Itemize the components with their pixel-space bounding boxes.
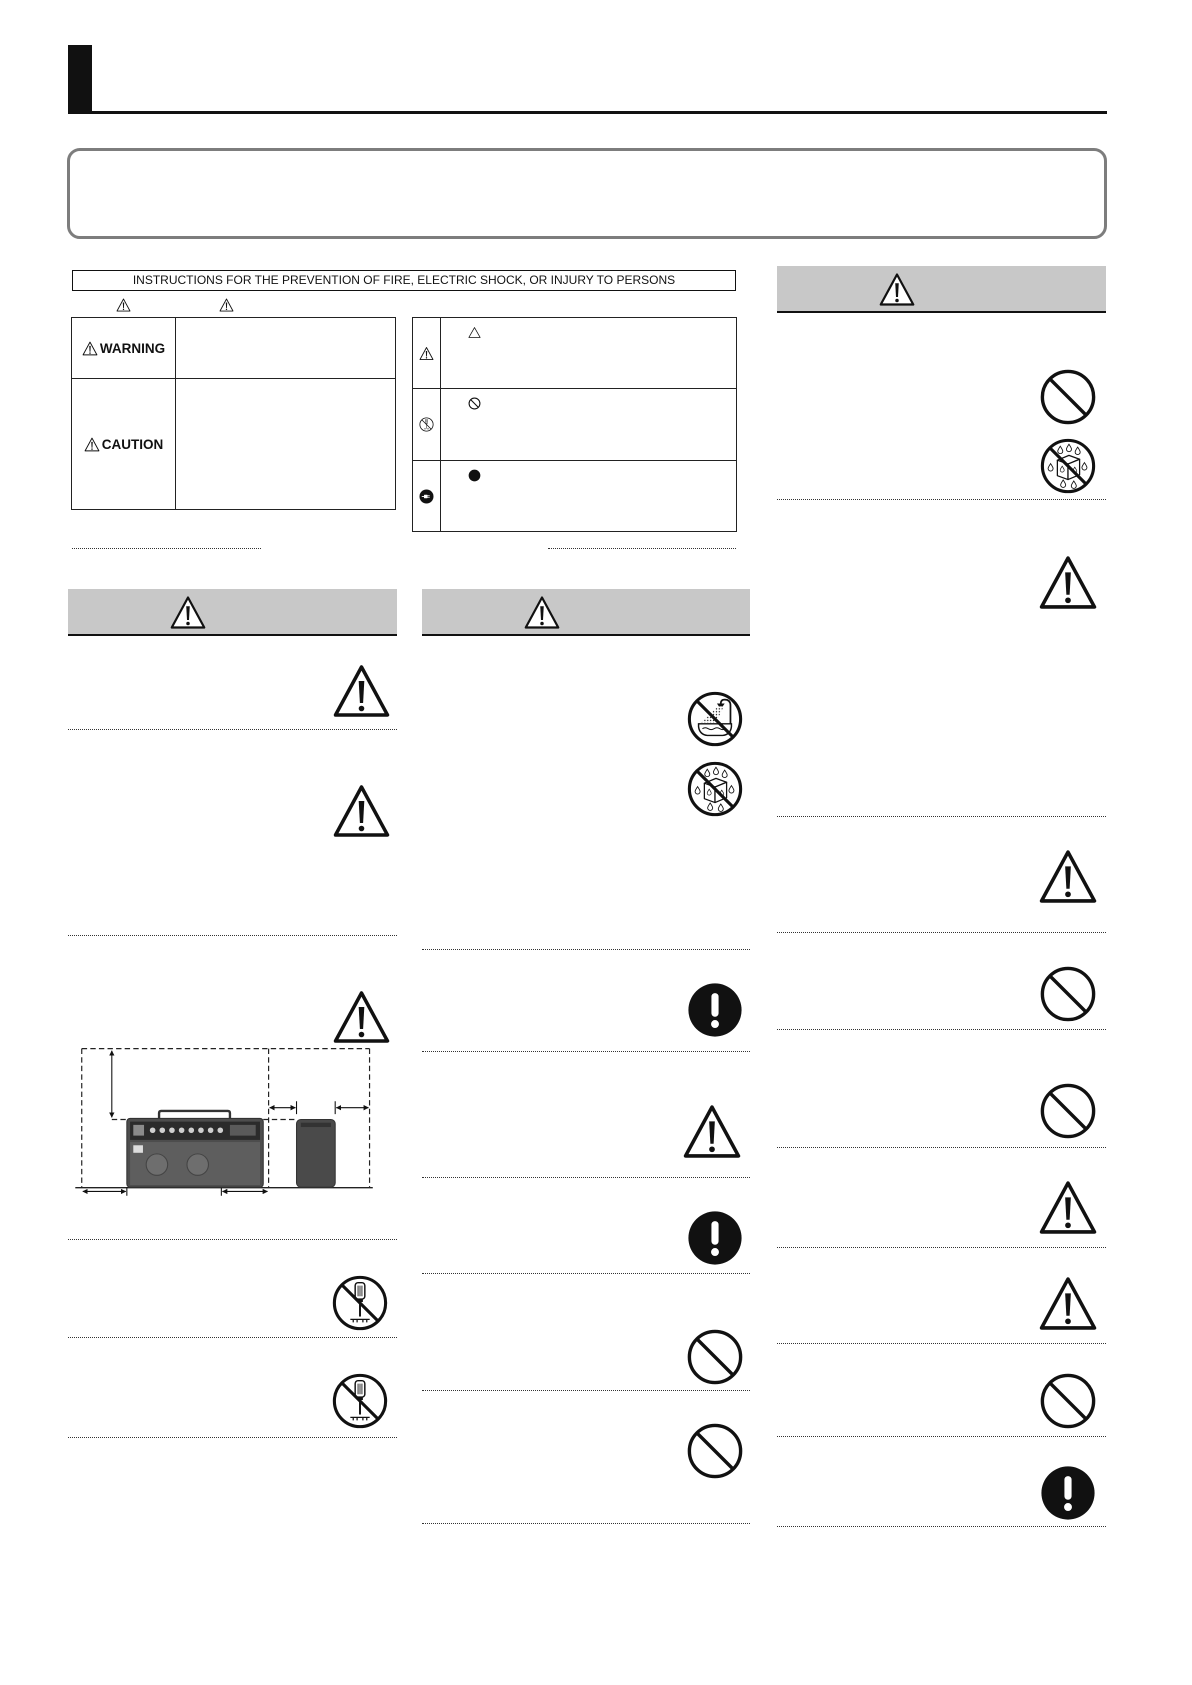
warning-icon — [331, 783, 392, 839]
caution-label — [72, 379, 176, 509]
amplifier-side-view — [297, 1120, 336, 1188]
item-divider — [777, 1343, 1106, 1344]
right-column-header — [777, 266, 1106, 313]
caution-label-text: CAUTION — [101, 436, 164, 452]
middle-column-header — [422, 589, 750, 636]
no-disassembly-icon — [419, 417, 434, 432]
symbol-row-mandatory — [413, 461, 736, 531]
warning-icon — [169, 595, 207, 630]
warning-icon — [1037, 1179, 1099, 1236]
item-divider — [422, 949, 750, 950]
symbol-example-cell — [413, 318, 441, 388]
item-divider — [777, 1147, 1106, 1148]
prohibition-outline-icon — [468, 397, 481, 410]
severity-row-caution — [72, 379, 395, 509]
item-divider — [422, 1523, 750, 1524]
filled-dot-icon — [468, 469, 481, 482]
mandatory-icon — [686, 1209, 744, 1267]
warning-icon — [681, 1103, 743, 1160]
amplifier-clearance-diagram — [71, 1041, 376, 1198]
item-divider — [422, 1390, 750, 1391]
item-divider — [777, 1436, 1106, 1437]
no-shower-icon — [686, 690, 744, 748]
no-water-icon — [1039, 437, 1097, 495]
warning-icon — [84, 437, 100, 452]
warning-icon — [331, 989, 392, 1045]
instructions-title: INSTRUCTIONS FOR THE PREVENTION OF FIRE, ELECTRIC SHOCK, OR INJURY TO PERSONS — [72, 270, 736, 291]
warning-icon — [1037, 1275, 1099, 1332]
symbol-row-prohibited — [413, 389, 736, 461]
prohibition-icon — [686, 1422, 744, 1480]
no-disassembly-icon — [331, 1274, 389, 1332]
prohibition-icon — [686, 1328, 744, 1386]
unplug-icon — [419, 489, 434, 504]
item-divider — [68, 935, 397, 936]
prohibition-icon — [1039, 1372, 1097, 1430]
item-divider — [422, 1051, 750, 1052]
divider — [72, 548, 261, 549]
warning-icon — [419, 346, 434, 361]
amplifier-front-view — [127, 1111, 263, 1187]
symbol-example-cell — [413, 389, 441, 460]
prohibition-icon — [1039, 368, 1097, 426]
item-divider — [777, 1526, 1106, 1527]
section-marker — [68, 45, 92, 114]
item-divider — [777, 1029, 1106, 1030]
severity-row-warning — [72, 318, 395, 379]
prohibition-icon — [1039, 965, 1097, 1023]
no-water-icon — [686, 760, 744, 818]
warning-label — [72, 318, 176, 378]
warning-icon — [523, 595, 561, 630]
item-divider — [777, 816, 1106, 817]
item-divider — [777, 499, 1106, 500]
mandatory-icon — [1039, 1464, 1097, 1522]
heading-rule — [68, 111, 1107, 114]
item-divider — [68, 1239, 397, 1240]
left-column-header — [68, 589, 397, 636]
warning-icon — [1037, 554, 1099, 611]
item-divider — [68, 1337, 397, 1338]
item-divider — [68, 729, 397, 730]
warning-icon — [878, 272, 916, 307]
triangle-outline-icon — [468, 326, 481, 339]
item-divider — [68, 1437, 397, 1438]
item-divider — [777, 1247, 1106, 1248]
symbol-example-cell — [413, 461, 441, 531]
no-disassembly-icon — [331, 1372, 389, 1430]
item-divider — [422, 1177, 750, 1178]
warning-icon — [1037, 848, 1099, 905]
prohibition-icon — [1039, 1082, 1097, 1140]
item-divider — [422, 1273, 750, 1274]
divider — [548, 548, 736, 549]
mandatory-icon — [686, 981, 744, 1039]
warning-icon — [331, 663, 392, 719]
severity-table — [71, 317, 396, 510]
warning-icon — [116, 298, 131, 312]
intro-frame — [67, 148, 1107, 239]
warning-label-text: WARNING — [99, 340, 166, 356]
item-divider — [777, 932, 1106, 933]
warning-icon — [82, 341, 98, 356]
symbol-row-attention — [413, 318, 736, 389]
warning-icon — [219, 298, 234, 312]
symbol-table — [412, 317, 737, 532]
